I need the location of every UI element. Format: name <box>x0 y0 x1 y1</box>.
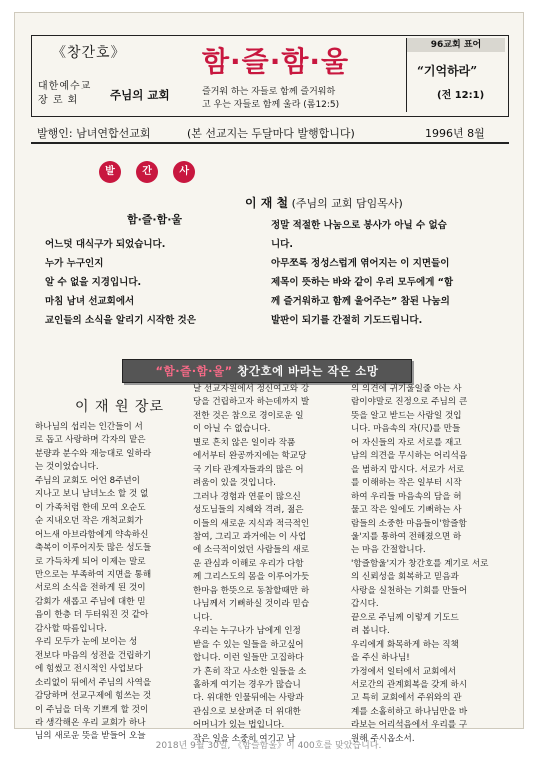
article-line: 로 돕고 사랑하며 각자의 맡은 <box>35 435 146 446</box>
article-line: 을 범하지 맙시다. 서로가 서로 <box>351 464 465 475</box>
article-line: 감사할 따름입니다. <box>35 623 107 634</box>
message-title: 함·즐·함·울 <box>127 213 183 226</box>
church-motto-box <box>406 38 505 112</box>
article-line: 감당하며 선교구제에 힘쓰는 것 <box>35 691 152 702</box>
author-role: (주님의 교회 담임목사) <box>291 197 403 210</box>
article-line: 가 흔히 작고 사소한 일들을 소 <box>193 666 307 677</box>
header-rule <box>31 142 509 144</box>
article-line: 는 것이었습니다. <box>35 462 99 473</box>
article-line: 가정에서 일터에서 교회에서 <box>351 666 457 677</box>
newsletter-page <box>14 12 524 744</box>
article-line: 어머니가 있는 법입니다. <box>193 720 285 731</box>
article-line: 남의 의견을 무시하는 어리석음 <box>351 451 468 462</box>
article-line: 어느새 아브라함에게 약속하신 <box>35 529 149 540</box>
message-line: 께 즐거워하고 함께 울어주는” 참된 나눔의 <box>271 296 450 307</box>
article-line: 주님의 교회도 어언 8주년이 <box>35 475 140 486</box>
article-line: 는 마음 간절합니다. <box>351 545 426 556</box>
message-line: 아무쪼록 정성스럽게 엮어지는 이 지면들이 <box>271 258 450 269</box>
article-line: 서로간의 관계회복을 갖게 하시 <box>351 679 468 690</box>
article-line: 계를 소홀히하고 하나님만을 바 <box>351 706 468 717</box>
message-line: 제목이 뜻하는 바와 같이 우리 모두에게 “함 <box>271 277 454 288</box>
article-line: 를 이해하는 작은 일부터 시작 <box>351 478 462 489</box>
message-line: 발판이 되기를 간절히 기도드립니다. <box>271 315 423 326</box>
article-line: 울'지를 통하여 전해졌으면 하 <box>351 531 462 542</box>
article-line: 려 봅니다. <box>351 626 390 637</box>
article-line: 서로의 소식을 전하게 된 것이 <box>35 583 146 594</box>
article-line: 이 주님을 더욱 기쁘게 할 것이 <box>35 704 149 715</box>
article-line: 갑시다. <box>351 599 379 610</box>
article-line: 에 소극적이었던 사람들의 새로 <box>193 545 310 556</box>
article-line: 하나님의 섭리는 인간들이 서 <box>35 422 143 432</box>
motto-verse: “기억하라” <box>417 64 478 78</box>
article-line: 분량과 분수와 재능대로 일하라 <box>35 448 152 459</box>
article-column-3 <box>351 383 501 746</box>
banner-quote: “함·즐·함·울” <box>155 364 233 378</box>
article-line: 라보는 어리석음에서 우리를 구 <box>351 720 468 731</box>
article-line: 한마음 한뜻으로 동참할때만 하 <box>193 585 310 596</box>
article-line: 관심으로 보살펴준 더 위대한 <box>193 706 301 717</box>
article-line: 님의 새로운 뜻을 받들어 오늘 <box>35 731 146 742</box>
article-line: 별로 흔치 않은 일이라 작품 <box>193 437 296 448</box>
article-line: 합니다. 이런 일들만 고집하다 <box>193 653 304 664</box>
title-dot: 사 <box>173 161 195 183</box>
article-line: 이 가족처럼 한데 모여 오순도 <box>35 502 146 513</box>
article-line: 우리 모두가 눈에 보이는 성 <box>35 637 138 648</box>
masthead-title: 함·즐·함·울 <box>202 45 350 78</box>
motto-line: 즐거워 하는 자들로 함께 즐거워하 <box>202 87 336 97</box>
message-line: 니다. <box>271 239 293 250</box>
article-line: 의 신뢰성을 회복하고 믿음과 <box>351 572 459 583</box>
article-line: 에서부터 완공까지에는 학교당 <box>193 451 307 462</box>
article-line: 순 지내오던 작은 개척교회가 <box>35 516 143 527</box>
article-line: 감회가 새롭고 주님에 대한 믿 <box>35 596 146 607</box>
article-column-2 <box>193 383 339 746</box>
denomination-line: 장 로 회 <box>38 95 79 106</box>
article-column-1 <box>35 421 181 744</box>
article-author: 이 재 원 장로 <box>75 399 164 415</box>
author-name: 이 재 철 <box>245 196 289 210</box>
message-line: 교인들의 소식을 알리기 시작한 것은 <box>45 315 196 326</box>
publisher: 발행인: 남녀연합선교회 <box>37 127 151 140</box>
article-line: 음이 한층 더 두터워진 것 같아 <box>35 610 149 621</box>
article-line: 날 선교자원에서 정신여고와 강 <box>193 384 310 394</box>
message-left-column <box>45 235 255 330</box>
motto <box>202 86 339 112</box>
article-line: 작은 일을 소중히 여기고 남 <box>193 733 296 744</box>
article-line: 로 가득차게 되어 이제는 말로 <box>35 556 146 567</box>
article-line: 고 특히 교회에서 주위와의 관 <box>351 693 462 704</box>
article-line: 이 아닐 수 없습니다. <box>193 424 271 435</box>
church-name: 주님의 교회 <box>110 88 170 102</box>
article-line: 람들의 소중한 마음들이'함즐함 <box>351 518 467 529</box>
denomination <box>38 80 91 108</box>
article-line: 하여 우리들 마음속의 담을 허 <box>351 491 462 502</box>
publication-date: 1996년 8월 <box>425 127 485 140</box>
article-line: 에 힘썼고 전시적인 사업보다 <box>35 664 143 675</box>
article-line: 당을 건립하고자 하는데까지 발 <box>193 397 310 408</box>
article-line: 물고 작은 일에도 기뻐하는 사 <box>351 505 462 516</box>
article-line: 어 자신들의 자로 서로를 재고 <box>351 437 462 448</box>
message-line: 알 수 없을 지경입니다. <box>45 277 142 288</box>
article-line: 전보다 마음의 성전을 건립하기 <box>35 650 152 661</box>
message-line: 마침 남녀 선교회에서 <box>45 296 135 307</box>
article-line: 성도님들의 지혜와 격려, 젊은 <box>193 505 304 516</box>
banner-text: 창간호에 바라는 작은 소망 <box>237 364 379 378</box>
article-line: 그러나 경험과 연륜이 많으신 <box>193 491 301 502</box>
caption: 2018년 9월 30일, 《함즐함울》이 400호를 맞았습니다. <box>155 741 382 751</box>
article-line: 참여, 그리고 과거에는 이 사업 <box>193 531 307 542</box>
article-line: 라 생각해온 우리 교회가 하나 <box>35 717 146 728</box>
article-line: 끝으로 주님께 이렇게 기도드 <box>351 612 459 623</box>
article-line: 니다. 마음속의 자(尺)를 만들 <box>351 424 461 435</box>
article-line: 께 그리스도의 몸을 이루어가듯 <box>193 572 310 583</box>
motto-reference: (전 12:1) <box>437 90 485 101</box>
title-dot: 발 <box>99 161 121 183</box>
article-line: 원해 주시옵소서. <box>351 733 415 744</box>
author-byline <box>245 194 403 211</box>
article-line: 만으로는 부족하여 지면을 통해 <box>35 569 152 580</box>
publication-note: (본 선교지는 두달마다 발행합니다) <box>187 127 355 140</box>
article-line: 우리는 누구나가 남에게 인정 <box>193 626 301 637</box>
article-line: 소리없이 뒤에서 주님의 사역을 <box>35 677 152 688</box>
article-line: 이들의 새로운 지식과 적극적인 <box>193 518 310 529</box>
article-line: 니다. <box>193 612 213 623</box>
article-line: 국 기타 관계자들과의 많은 어 <box>193 464 304 475</box>
issue-label: 《창간호》 <box>52 45 126 61</box>
motto-line: 고 우는 자들로 함께 울라 (롬12:5) <box>202 100 340 110</box>
title-dot: 간 <box>136 161 158 183</box>
denomination-line: 대한예수교 <box>38 81 92 92</box>
article-banner <box>122 359 412 383</box>
article-line: 축복이 이루어지듯 많은 성도들 <box>35 543 152 554</box>
article-line: 뜻을 알고 받드는 사람일 것입 <box>351 410 462 421</box>
article-line: 다. 위대한 인물뒤에는 사랑과 <box>193 693 304 704</box>
masthead-box <box>31 35 509 117</box>
message-right-column <box>271 216 509 330</box>
article-line: 사랑을 실천하는 기회를 만들어 <box>351 585 468 596</box>
message-line: 누가 누구인지 <box>45 258 104 269</box>
article-line: '함즐함울'지가 창간호를 계기로 서로 <box>351 558 489 569</box>
article-line: 람이야말로 진정으로 주님의 큰 <box>351 397 468 408</box>
article-line: 나님께서 기뻐하실 것이라 믿습 <box>193 599 310 610</box>
message-line: 정말 적절한 나눔으로 봉사가 아닐 수 없습 <box>271 220 447 231</box>
article-line: 받을 수 있는 일들을 하고싶어 <box>193 639 304 650</box>
article-line: 을 주신 하나님! <box>351 653 410 664</box>
article-line: 우리에게 화목하게 하는 직책 <box>351 639 459 650</box>
article-line: 홀하게 여기는 경우가 많습니 <box>193 679 301 690</box>
motto-tag: 96교회 표어 <box>407 38 505 52</box>
section-title-dots <box>99 159 205 183</box>
article-line: 려움이 있을 것입니다. <box>193 478 276 489</box>
article-line: 의 의견에 귀기울일줄 아는 사 <box>351 384 462 394</box>
article-line: 전한 것은 참으로 경이로운 일 <box>193 410 304 421</box>
article-line: 운 관심과 이해로 우리가 다함 <box>193 558 304 569</box>
article-line: 지나고 보니 남녀노소 할 것 없 <box>35 489 149 500</box>
message-line: 어느덧 대식구가 되었습니다. <box>45 239 166 250</box>
